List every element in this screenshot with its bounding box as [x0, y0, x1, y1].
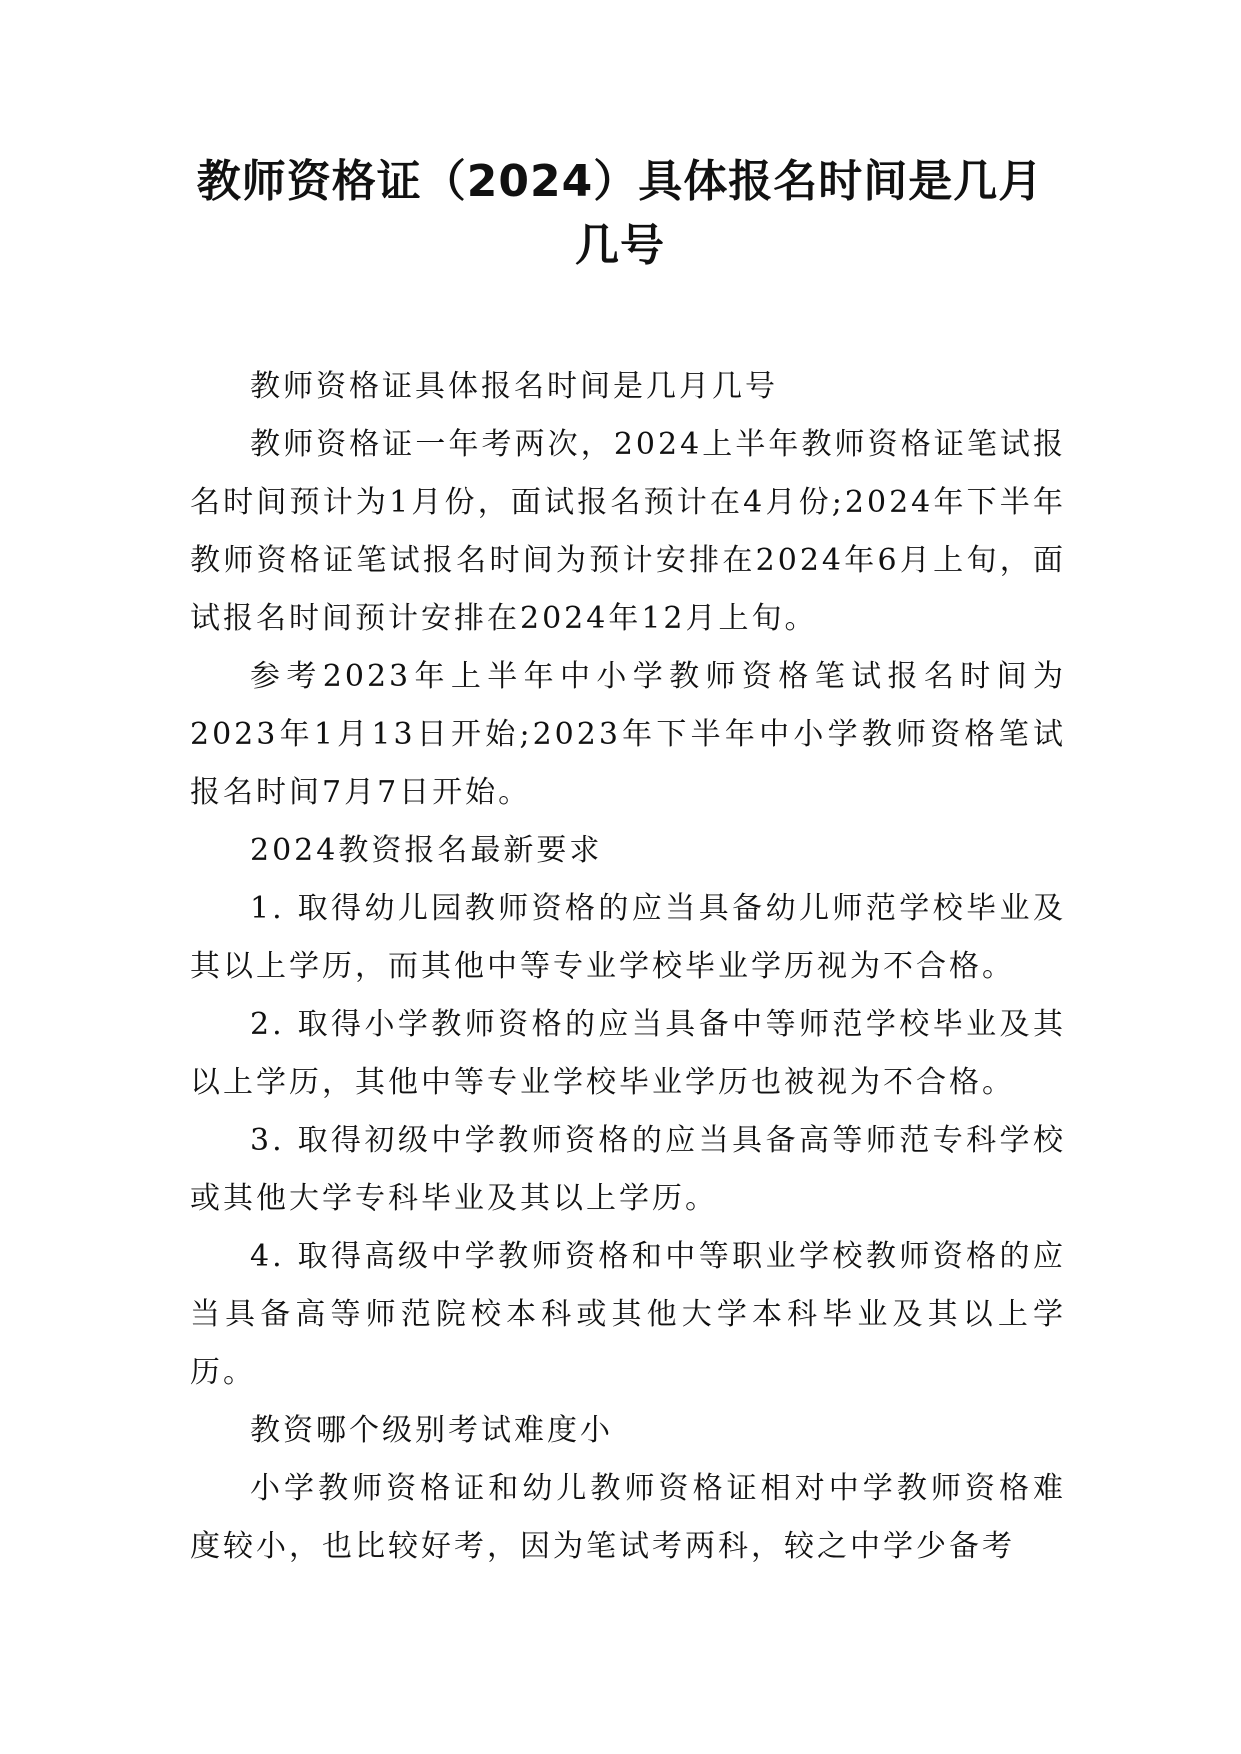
paragraph-reference-2023: 参考2023年上半年中小学教师资格笔试报名时间为2023年1月13日开始;2023年下半年中小学教师资格笔试报名时间7月7日开始。: [190, 659, 1066, 810]
paragraph-requirement-4: 4. 取得高级中学教师资格和中等职业学校教师资格的应当具备高等师范院校本科或其他大学本科毕业及其以上学历。: [190, 1239, 1066, 1390]
paragraph-difficulty-heading: 教资哪个级别考试难度小: [250, 1413, 613, 1448]
paragraph-requirement-3: 3. 取得初级中学教师资格的应当具备高等师范专科学校或其他大学专科毕业及其以上学历。: [190, 1123, 1066, 1216]
document-title: 教师资格证（2024）具体报名时间是几月几号: [196, 156, 1044, 271]
paragraph-requirements-heading: 2024教资报名最新要求: [250, 833, 603, 868]
paragraph-difficulty-text: 小学教师资格证和幼儿教师资格证相对中学教师资格难度较小，也比较好考，因为笔试考两科，较之中学少备考: [190, 1471, 1066, 1564]
paragraph-subtitle: 教师资格证具体报名时间是几月几号: [250, 369, 778, 404]
paragraph-requirement-1: 1. 取得幼儿园教师资格的应当具备幼儿师范学校毕业及其以上学历，而其他中等专业学校毕业学历视为不合格。: [190, 891, 1066, 984]
paragraph-exam-schedule: 教师资格证一年考两次，2024上半年教师资格证笔试报名时间预计为1月份，面试报名预计在4月份;2024年下半年教师资格证笔试报名时间为预计安排在2024年6月上旬，面试报名时间预计安排在2024年12月上旬。: [190, 427, 1066, 636]
paragraph-requirement-2: 2. 取得小学教师资格的应当具备中等师范学校毕业及其以上学历，其他中等专业学校毕业学历也被视为不合格。: [190, 1007, 1066, 1100]
document-body: [190, 358, 1066, 1576]
